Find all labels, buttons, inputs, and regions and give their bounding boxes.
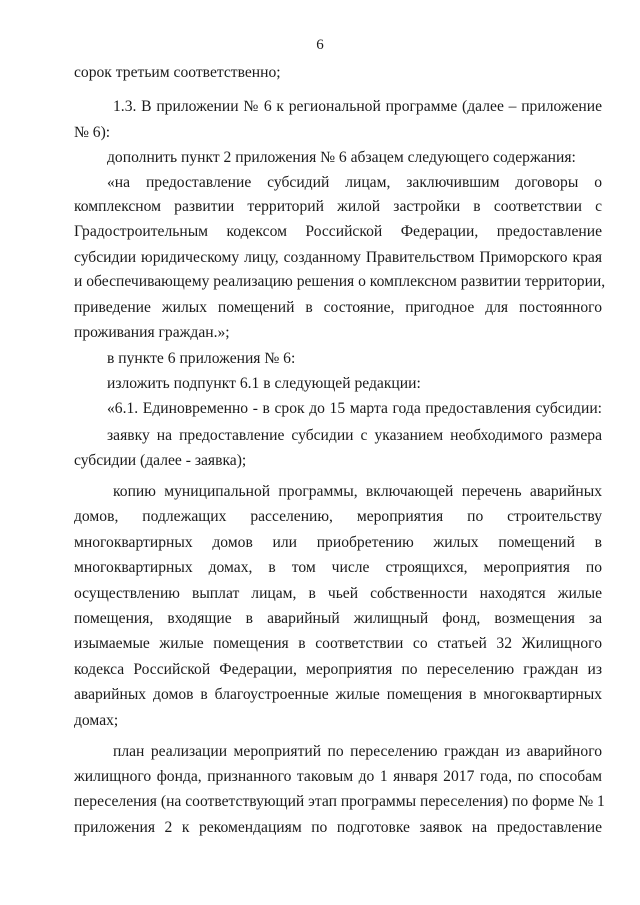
text-line: Градостроительным кодексом Российской Федерации, предоставление (74, 223, 602, 240)
text-line: № 6): (74, 124, 111, 141)
text-line: копию муниципальной программы, включающей перечень аварийных (113, 483, 602, 500)
text-line: домах; (74, 712, 119, 729)
text-line: план реализации мероприятий по переселению граждан из аварийного (113, 743, 602, 760)
text-line: заявку на предоставление субсидии с указанием необходимого размера (107, 427, 602, 444)
text-line: приведение жилых помещений в состояние, пригодное для постоянного (74, 299, 602, 316)
text-line: кодекса Российской Федерации, мероприятия по переселению граждан из (74, 661, 602, 678)
text-line: изымаемые жилые помещения в соответствии со статьей 32 Жилищного (74, 635, 602, 652)
text-line: проживания граждан.»; (74, 324, 230, 341)
text-line: осуществлению выплат лицам, в чьей собственности находятся жилые (74, 585, 602, 602)
text-line: и обеспечивающему реализацию решения о комплексном развитии территории, (74, 273, 606, 290)
text-line: помещения, входящие в аварийный жилищный фонд, возмещения за (74, 610, 602, 627)
text-line: домов, подлежащих расселению, мероприятия по строительству (74, 508, 602, 525)
text-line: комплексном развитии территорий жилой застройки в соответствии с (74, 198, 602, 215)
text-line: «на предоставление субсидий лицам, заключившим договоры о (107, 174, 602, 191)
text-line: сорок третьим соответственно; (74, 64, 281, 81)
text-line: приложения 2 к рекомендациям по подготовке заявок на предоставление (74, 819, 602, 836)
text-line: субсидии юридическому лицу, созданному Правительством Приморского края (74, 249, 602, 266)
text-line: субсидии (далее - заявка); (74, 452, 247, 469)
text-line: в пункте 6 приложения № 6: (107, 350, 296, 367)
text-line: многоквартирных домов или приобретению жилых помещений в (74, 534, 602, 551)
text-line: аварийных домов в благоустроенные жилые помещения в многоквартирных (74, 686, 602, 703)
text-line: жилищного фонда, признанного таковым до 1 января 2017 года, по способам (74, 768, 602, 785)
text-line: дополнить пункт 2 приложения № 6 абзацем следующего содержания: (107, 149, 576, 166)
text-line: переселения (на соответствующий этап программы переселения) по форме № 1 (74, 793, 605, 810)
text-line: многоквартирных домах, в том числе строящихся, мероприятия по (74, 559, 602, 576)
text-line: изложить подпункт 6.1 в следующей редакции: (107, 375, 421, 392)
text-line: 1.3. В приложении № 6 к региональной программе (далее – приложение (113, 98, 602, 115)
text-line: «6.1. Единовременно - в срок до 15 марта года предоставления субсидии: (107, 400, 602, 417)
page-number: 6 (316, 37, 324, 53)
